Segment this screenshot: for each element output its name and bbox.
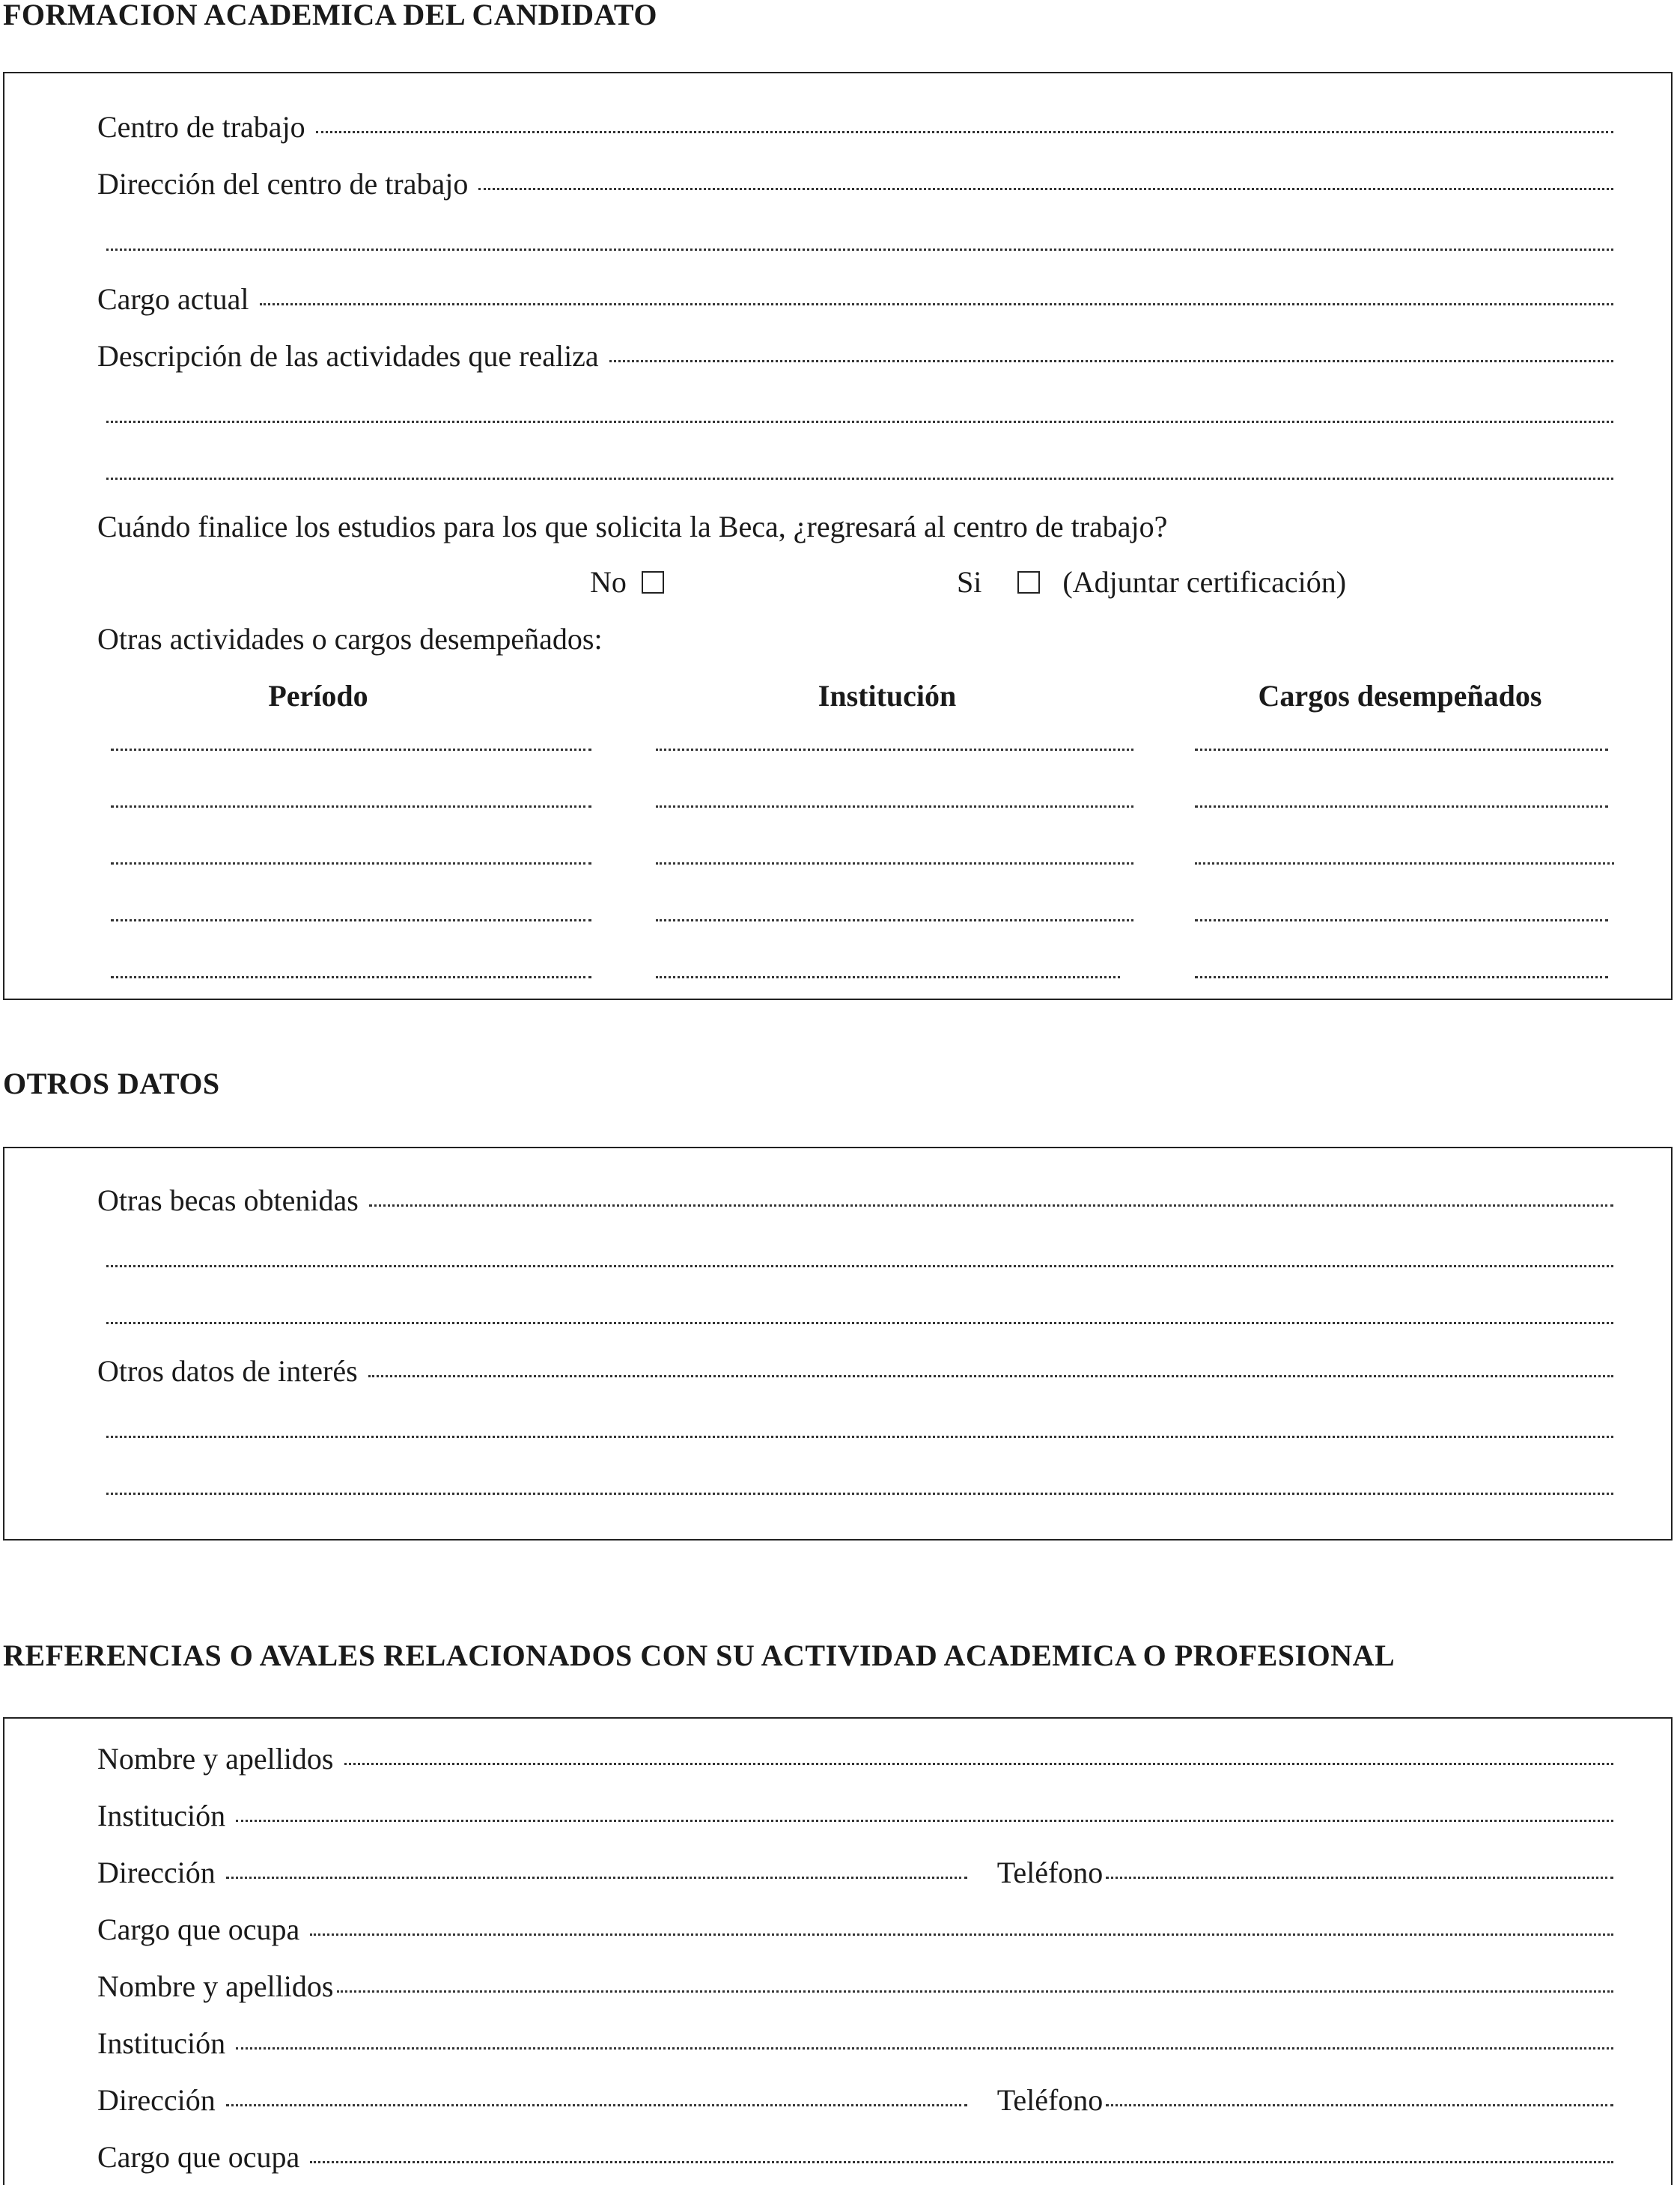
table-cell-cargos-2[interactable] xyxy=(1195,805,1608,808)
si-label: Si xyxy=(957,565,982,599)
descripcion-line-2[interactable] xyxy=(106,421,1613,423)
otras-becas-line-3[interactable] xyxy=(106,1322,1613,1324)
table-cell-cargos-3[interactable] xyxy=(1195,862,1614,865)
table-cell-periodo-1[interactable] xyxy=(111,749,591,751)
ref1-institucion-label: Institución xyxy=(97,1799,226,1832)
descripcion-label: Descripción de las actividades que realiza xyxy=(97,339,599,373)
otros-datos-label: Otros datos de interés xyxy=(97,1354,358,1388)
ref1-direccion-line[interactable] xyxy=(226,1877,967,1879)
direccion-centro-line[interactable] xyxy=(478,188,1613,190)
cargo-actual-line[interactable] xyxy=(260,303,1613,305)
table-cell-cargos-1[interactable] xyxy=(1195,749,1608,751)
ref2-cargo-field[interactable] xyxy=(97,2142,1613,2172)
ref2-nombre-line[interactable] xyxy=(337,1990,1614,1993)
centro-trabajo-line[interactable] xyxy=(316,131,1613,133)
table-cell-institucion-1[interactable] xyxy=(656,749,1133,751)
no-option[interactable] xyxy=(590,567,691,597)
table-cell-periodo-5[interactable] xyxy=(111,976,591,978)
direccion-centro-label: Dirección del centro de trabajo xyxy=(97,167,469,201)
ref2-cargo-label: Cargo que ocupa xyxy=(97,2140,300,2174)
table-cell-periodo-3[interactable] xyxy=(111,862,591,865)
si-option[interactable] xyxy=(957,567,1346,597)
table-cell-institucion-2[interactable] xyxy=(656,805,1133,808)
adjuntar-label: (Adjuntar certificación) xyxy=(1062,565,1347,599)
otros-datos-line-2[interactable] xyxy=(106,1436,1613,1438)
section-title-otros-datos: OTROS DATOS xyxy=(3,1067,220,1100)
ref1-nombre-line[interactable] xyxy=(344,1763,1614,1765)
descripcion-field[interactable] xyxy=(97,341,1613,371)
otras-becas-line[interactable] xyxy=(369,1204,1613,1207)
ref2-direccion-line[interactable] xyxy=(226,2104,967,2106)
table-cell-institucion-3[interactable] xyxy=(656,862,1133,865)
table-cell-institucion-5[interactable] xyxy=(656,976,1120,978)
table-cell-periodo-2[interactable] xyxy=(111,805,591,808)
ref2-institucion-line[interactable] xyxy=(236,2047,1613,2050)
ref2-nombre-field[interactable] xyxy=(97,1969,1613,2003)
ref1-institucion-line[interactable] xyxy=(236,1820,1613,1822)
otras-actividades-label: Otras actividades o cargos desempeñados: xyxy=(97,622,603,656)
ref1-nombre-field[interactable] xyxy=(97,1744,1613,1774)
centro-trabajo-label: Centro de trabajo xyxy=(97,110,305,144)
section-title-referencias: REFERENCIAS O AVALES RELACIONADOS CON SU ACTIVIDAD ACADEMICA O PROFESIONAL xyxy=(3,1639,1396,1672)
ref2-direccion-field[interactable] xyxy=(97,2085,1613,2115)
ref2-cargo-line[interactable] xyxy=(310,2161,1613,2163)
ref1-nombre-label: Nombre y apellidos xyxy=(97,1742,334,1776)
cargo-actual-label: Cargo actual xyxy=(97,282,249,316)
ref1-cargo-field[interactable] xyxy=(97,1915,1613,1945)
no-checkbox[interactable] xyxy=(642,571,664,594)
otras-becas-label: Otras becas obtenidas xyxy=(97,1183,359,1217)
ref2-direccion-label: Dirección xyxy=(97,2083,216,2117)
col-header-cargos: Cargos desempeñados xyxy=(1258,679,1542,713)
ref1-direccion-field[interactable] xyxy=(97,1858,1613,1888)
direccion-centro-field[interactable] xyxy=(97,169,1613,199)
ref1-telefono-line[interactable] xyxy=(1106,1877,1613,1879)
ref2-telefono-line[interactable] xyxy=(1106,2104,1613,2106)
no-label: No xyxy=(590,565,627,599)
col-header-institucion: Institución xyxy=(818,679,957,713)
otras-becas-field[interactable] xyxy=(97,1183,1613,1217)
col-header-periodo: Período xyxy=(268,679,368,713)
si-checkbox[interactable] xyxy=(1017,571,1040,594)
pregunta-text: Cuándo finalice los estudios para los que solicita la Beca, ¿regresará al centro de trabajo? xyxy=(97,510,1168,543)
ref1-telefono-label: Teléfono xyxy=(996,1856,1104,1889)
ref2-nombre-label: Nombre y apellidos xyxy=(97,1969,334,2003)
otros-datos-line[interactable] xyxy=(368,1375,1613,1377)
descripcion-line-3[interactable] xyxy=(106,478,1613,480)
ref1-cargo-label: Cargo que ocupa xyxy=(97,1913,300,1946)
centro-trabajo-field[interactable] xyxy=(97,112,1613,142)
descripcion-line[interactable] xyxy=(609,360,1613,362)
ref1-institucion-field[interactable] xyxy=(97,1801,1613,1831)
section-title-formacion: FORMACION ACADEMICA DEL CANDIDATO xyxy=(3,0,657,31)
cargo-actual-field[interactable] xyxy=(97,284,1613,314)
otros-datos-field[interactable] xyxy=(97,1356,1613,1386)
ref1-direccion-label: Dirección xyxy=(97,1856,216,1889)
table-cell-institucion-4[interactable] xyxy=(656,919,1133,921)
otras-becas-line-2[interactable] xyxy=(106,1265,1613,1267)
otros-datos-line-3[interactable] xyxy=(106,1493,1613,1495)
direccion-centro-line-2[interactable] xyxy=(106,249,1613,251)
ref1-cargo-line[interactable] xyxy=(310,1933,1613,1936)
ref2-telefono-label: Teléfono xyxy=(996,2083,1104,2117)
table-cell-cargos-4[interactable] xyxy=(1195,919,1608,921)
ref2-institucion-field[interactable] xyxy=(97,2026,1613,2060)
table-cell-periodo-4[interactable] xyxy=(111,919,591,921)
ref2-institucion-label: Institución xyxy=(97,2026,226,2060)
table-cell-cargos-5[interactable] xyxy=(1195,976,1608,978)
